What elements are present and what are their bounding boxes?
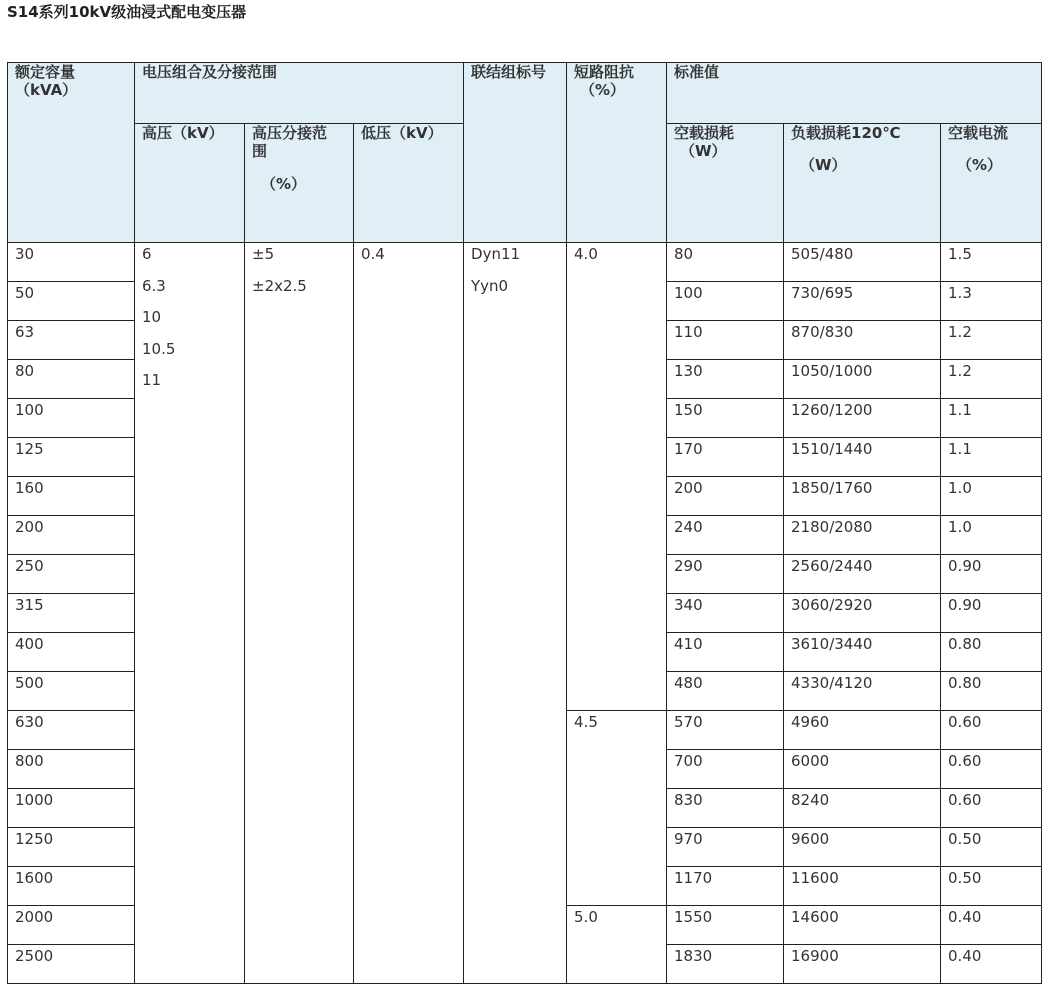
cell-load-loss: 730/695 [784, 282, 941, 321]
cell-no-load-current: 1.5 [941, 243, 1042, 282]
header-load-loss [784, 124, 941, 243]
cell-no-load-loss: 830 [667, 789, 784, 828]
cell-capacity: 1250 [8, 828, 135, 867]
header-standard: 标准值 [667, 63, 1042, 124]
cell-load-loss: 2560/2440 [784, 555, 941, 594]
tap-value: ±2x2.5 [252, 276, 307, 295]
table-row [8, 243, 1042, 282]
cell-vector-groups [464, 243, 567, 984]
header-impedance [567, 63, 667, 243]
cell-capacity: 125 [8, 438, 135, 477]
cell-no-load-current: 0.60 [941, 750, 1042, 789]
cell-load-loss: 505/480 [784, 243, 941, 282]
cell-no-load-loss: 1550 [667, 906, 784, 945]
cell-load-loss: 4960 [784, 711, 941, 750]
cell-capacity: 200 [8, 516, 135, 555]
cell-no-load-current: 0.60 [941, 789, 1042, 828]
header-tap-line2: 围 [252, 142, 268, 160]
cell-no-load-current: 1.1 [941, 438, 1042, 477]
cell-no-load-loss: 240 [667, 516, 784, 555]
cell-no-load-current: 1.3 [941, 282, 1042, 321]
header-voltage-group: 电压组合及分接范围 [135, 63, 464, 124]
cell-impedance: 4.5 [567, 711, 667, 906]
cell-no-load-current: 0.60 [941, 711, 1042, 750]
header-tap-line1: 高压分接范 [252, 124, 328, 142]
header-no-load-loss-unit: （W） [680, 142, 727, 160]
cell-capacity: 500 [8, 672, 135, 711]
cell-load-loss: 14600 [784, 906, 941, 945]
header-no-load-loss-label: 空载损耗 [674, 124, 735, 142]
page-title: S14系列10kV级油浸式配电变压器 [7, 3, 247, 21]
cell-no-load-loss: 80 [667, 243, 784, 282]
hv-value: 10 [142, 308, 162, 327]
cell-load-loss: 1260/1200 [784, 399, 941, 438]
header-load-loss-label: 负载损耗120℃ [791, 124, 901, 142]
cell-no-load-current: 1.1 [941, 399, 1042, 438]
cell-capacity: 30 [8, 243, 135, 282]
cell-capacity: 50 [8, 282, 135, 321]
cell-load-loss: 1850/1760 [784, 477, 941, 516]
cell-no-load-current: 0.50 [941, 828, 1042, 867]
cell-capacity: 315 [8, 594, 135, 633]
cell-load-loss: 1510/1440 [784, 438, 941, 477]
cell-load-loss: 6000 [784, 750, 941, 789]
cell-capacity: 63 [8, 321, 135, 360]
cell-load-loss: 1050/1000 [784, 360, 941, 399]
header-vector-group: 联结组标号 [464, 63, 567, 243]
cell-no-load-current: 1.2 [941, 360, 1042, 399]
cell-no-load-loss: 110 [667, 321, 784, 360]
cell-no-load-current: 0.90 [941, 555, 1042, 594]
cell-impedance: 4.0 [567, 243, 667, 711]
cell-load-loss: 11600 [784, 867, 941, 906]
header-impedance-label: 短路阻抗 [574, 63, 635, 81]
cell-no-load-current: 0.80 [941, 672, 1042, 711]
cell-hv-values [135, 243, 245, 984]
transformer-spec-table [7, 62, 1042, 984]
cell-no-load-current: 0.50 [941, 867, 1042, 906]
cell-no-load-loss: 700 [667, 750, 784, 789]
cell-no-load-current: 0.90 [941, 594, 1042, 633]
cell-no-load-current: 0.40 [941, 945, 1042, 984]
cell-impedance: 5.0 [567, 906, 667, 984]
cell-capacity: 2000 [8, 906, 135, 945]
header-tap-unit: （%） [261, 175, 307, 193]
cell-lv-value: 0.4 [354, 243, 464, 984]
cell-load-loss: 2180/2080 [784, 516, 941, 555]
cell-load-loss: 3610/3440 [784, 633, 941, 672]
cell-no-load-current: 1.0 [941, 516, 1042, 555]
cell-tap-values [245, 243, 354, 984]
header-no-load-current-unit: （%） [957, 156, 1003, 174]
header-impedance-unit: （%） [580, 81, 626, 99]
cell-capacity: 100 [8, 399, 135, 438]
cell-no-load-current: 1.0 [941, 477, 1042, 516]
cell-capacity: 1600 [8, 867, 135, 906]
cell-capacity: 1000 [8, 789, 135, 828]
header-hv: 高压（kV） [135, 124, 245, 243]
cell-no-load-current: 0.40 [941, 906, 1042, 945]
cell-capacity: 400 [8, 633, 135, 672]
header-tap-range [245, 124, 354, 243]
header-capacity-label: 额定容量 [15, 63, 76, 81]
cell-no-load-loss: 1170 [667, 867, 784, 906]
hv-value: 6 [142, 245, 152, 263]
cell-no-load-loss: 1830 [667, 945, 784, 984]
vector-group: Dyn11 [471, 245, 521, 263]
cell-capacity: 2500 [8, 945, 135, 984]
header-capacity-unit: （kVA） [15, 81, 78, 99]
cell-load-loss: 3060/2920 [784, 594, 941, 633]
header-no-load-current-label: 空载电流 [948, 124, 1009, 142]
hv-value: 6.3 [142, 276, 166, 295]
cell-no-load-loss: 480 [667, 672, 784, 711]
header-load-loss-unit: （W） [800, 156, 847, 174]
cell-load-loss: 4330/4120 [784, 672, 941, 711]
cell-no-load-loss: 100 [667, 282, 784, 321]
header-lv: 低压（kV） [354, 124, 464, 243]
cell-no-load-current: 0.80 [941, 633, 1042, 672]
cell-no-load-loss: 970 [667, 828, 784, 867]
cell-no-load-loss: 170 [667, 438, 784, 477]
cell-no-load-loss: 130 [667, 360, 784, 399]
cell-no-load-loss: 410 [667, 633, 784, 672]
tap-value: ±5 [252, 245, 275, 263]
cell-no-load-loss: 340 [667, 594, 784, 633]
cell-no-load-loss: 200 [667, 477, 784, 516]
cell-capacity: 250 [8, 555, 135, 594]
cell-no-load-loss: 570 [667, 711, 784, 750]
table-body [8, 243, 1042, 984]
cell-no-load-current: 1.2 [941, 321, 1042, 360]
vector-group: Yyn0 [471, 276, 509, 295]
cell-no-load-loss: 290 [667, 555, 784, 594]
cell-no-load-loss: 150 [667, 399, 784, 438]
cell-load-loss: 9600 [784, 828, 941, 867]
cell-capacity: 160 [8, 477, 135, 516]
hv-value: 11 [142, 371, 162, 390]
header-capacity [8, 63, 135, 243]
cell-load-loss: 16900 [784, 945, 941, 984]
header-no-load-loss [667, 124, 784, 243]
hv-value: 10.5 [142, 339, 176, 358]
cell-capacity: 630 [8, 711, 135, 750]
cell-load-loss: 8240 [784, 789, 941, 828]
cell-capacity: 80 [8, 360, 135, 399]
cell-load-loss: 870/830 [784, 321, 941, 360]
cell-capacity: 800 [8, 750, 135, 789]
header-no-load-current [941, 124, 1042, 243]
